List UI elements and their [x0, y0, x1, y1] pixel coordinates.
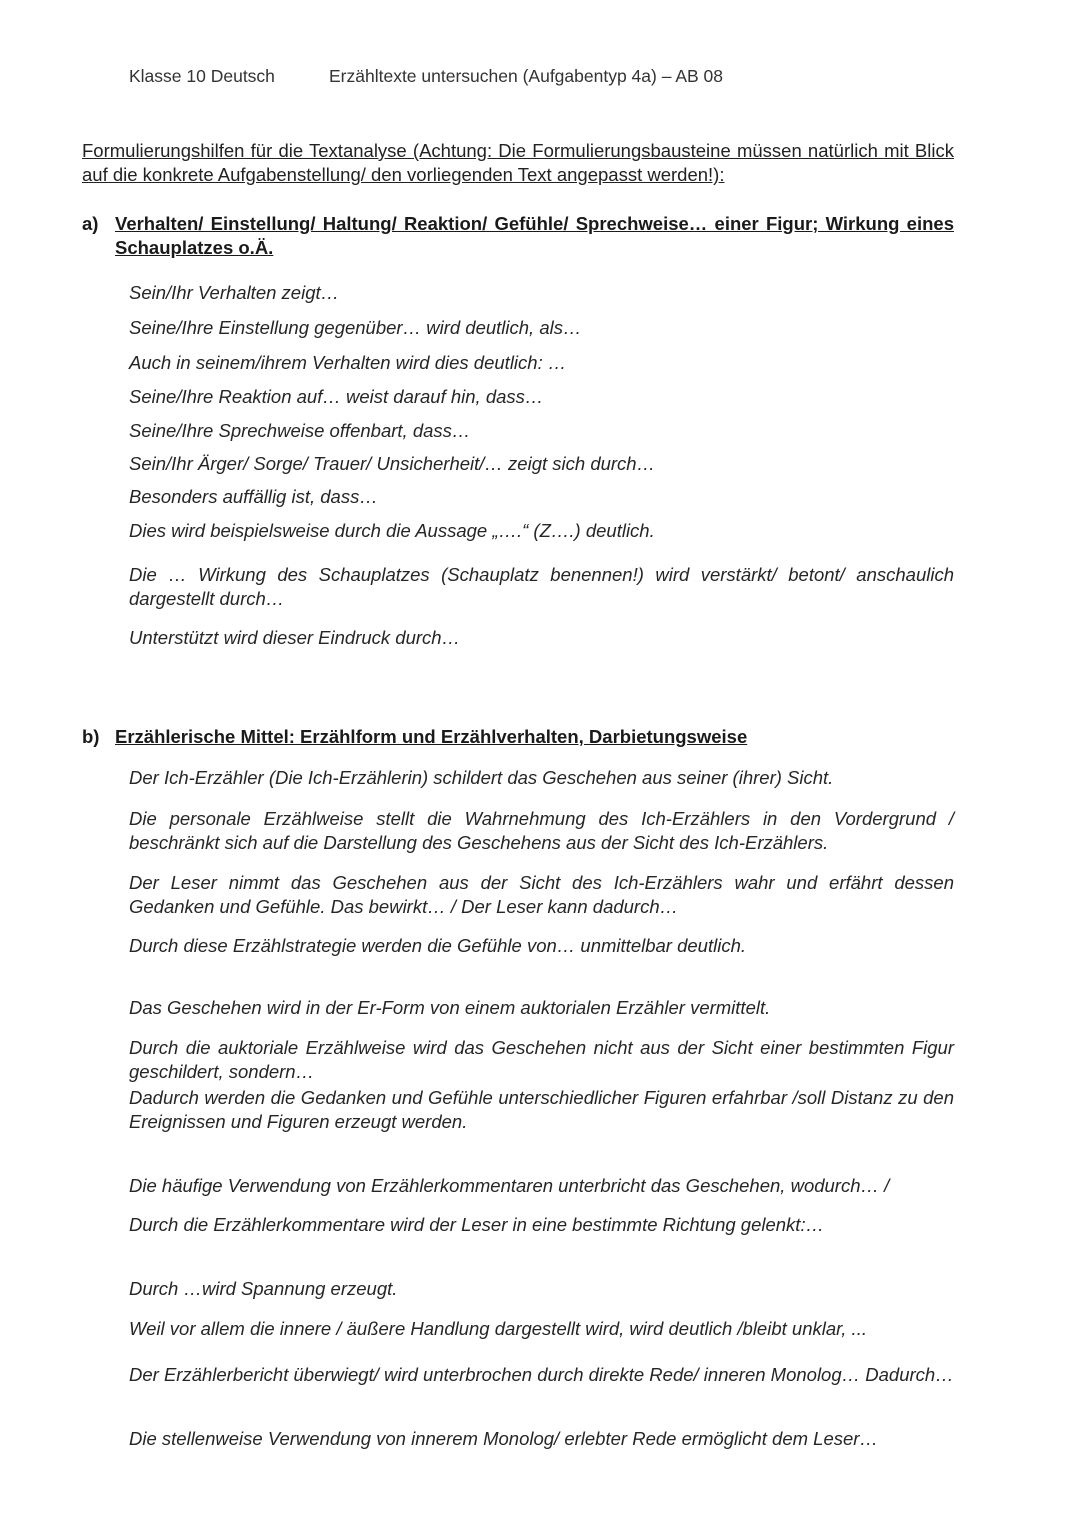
section-b-heading — [82, 725, 954, 749]
phrase-a-6: Sein/Ihr Ärger/ Sorge/ Trauer/ Unsicherheit/… zeigt sich durch… — [129, 453, 656, 474]
phrase-b-12: Der Erzählerbericht überwiegt/ wird unterbrochen durch direkte Rede/ inneren Monolog… Dadurch… — [129, 1364, 954, 1385]
section-a-heading — [82, 212, 954, 260]
phrase-b-11: Weil vor allem die innere / äußere Handlung dargestellt wird, wird deutlich /bleibt unklar, ... — [129, 1318, 867, 1339]
phrase-a-9: Die … Wirkung des Schauplatzes (Schauplatz benennen!) wird verstärkt/ betont/ anschaulich dargestellt durch… — [129, 564, 954, 609]
intro-text: Formulierungshilfen für die Textanalyse (Achtung: Die Formulierungsbausteine müssen natürlich mit Blick auf die konkrete Aufgabenstellung/ den vorliegenden Text angepasst werden!): — [82, 140, 954, 185]
section-a-title: Verhalten/ Einstellung/ Haltung/ Reaktion/ Gefühle/ Sprechweise… einer Figur; Wirkung eines Schauplatzes o.Ä. — [115, 213, 954, 258]
worksheet-header — [129, 66, 723, 87]
phrase-a-5: Seine/Ihre Sprechweise offenbart, dass… — [129, 420, 471, 441]
section-a-letter: a) — [82, 213, 99, 234]
phrase-b-3: Der Leser nimmt das Geschehen aus der Sicht des Ich-Erzählers wahr und erfährt dessen Gedanken und Gefühle. Das bewirkt… / Der Leser kann dadurch… — [129, 872, 954, 917]
phrase-b-1: Der Ich-Erzähler (Die Ich-Erzählerin) schildert das Geschehen aus seiner (ihrer) Sicht. — [129, 767, 834, 788]
phrase-a-4: Seine/Ihre Reaktion auf… weist darauf hin, dass… — [129, 386, 544, 407]
phrase-a-1: Sein/Ihr Verhalten zeigt… — [129, 282, 340, 303]
worksheet-topic: Erzähltexte untersuchen (Aufgabentyp 4a) – AB 08 — [329, 66, 724, 86]
phrase-b-8: Die häufige Verwendung von Erzählerkommentaren unterbricht das Geschehen, wodurch… / — [129, 1175, 890, 1196]
phrase-a-7: Besonders auffällig ist, dass… — [129, 486, 378, 507]
phrase-a-3: Auch in seinem/ihrem Verhalten wird dies deutlich: … — [129, 352, 567, 373]
section-b-letter: b) — [82, 726, 100, 747]
phrase-a-2: Seine/Ihre Einstellung gegenüber… wird deutlich, als… — [129, 317, 582, 338]
phrase-a-8: Dies wird beispielsweise durch die Aussage „….“ (Z….) deutlich. — [129, 520, 655, 541]
section-b-title: Erzählerische Mittel: Erzählform und Erzählverhalten, Darbietungsweise — [115, 726, 748, 747]
phrase-b-13: Die stellenweise Verwendung von innerem Monolog/ erlebter Rede ermöglicht dem Leser… — [129, 1428, 878, 1449]
phrase-b-7: Dadurch werden die Gedanken und Gefühle unterschiedlicher Figuren erfahrbar /soll Distanz zu den Ereignissen und Figuren erzeugt werden. — [129, 1087, 954, 1132]
phrase-b-4: Durch diese Erzählstrategie werden die Gefühle von… unmittelbar deutlich. — [129, 935, 746, 956]
phrase-b-9: Durch die Erzählerkommentare wird der Leser in eine bestimmte Richtung gelenkt:… — [129, 1214, 825, 1235]
phrase-b-2: Die personale Erzählweise stellt die Wahrnehmung des Ich-Erzählers in den Vordergrund / beschränkt sich auf die Darstellung des Geschehens aus der Sicht des Ich-Erzählers. — [129, 808, 954, 853]
phrase-b-10: Durch …wird Spannung erzeugt. — [129, 1278, 398, 1299]
course-label: Klasse 10 Deutsch — [129, 66, 275, 86]
phrase-b-6: Durch die auktoriale Erzählweise wird das Geschehen nicht aus der Sicht einer bestimmten Figur geschildert, sondern… — [129, 1037, 954, 1082]
phrase-a-10: Unterstützt wird dieser Eindruck durch… — [129, 627, 461, 648]
phrase-b-5: Das Geschehen wird in der Er-Form von einem auktorialen Erzähler vermittelt. — [129, 997, 771, 1018]
